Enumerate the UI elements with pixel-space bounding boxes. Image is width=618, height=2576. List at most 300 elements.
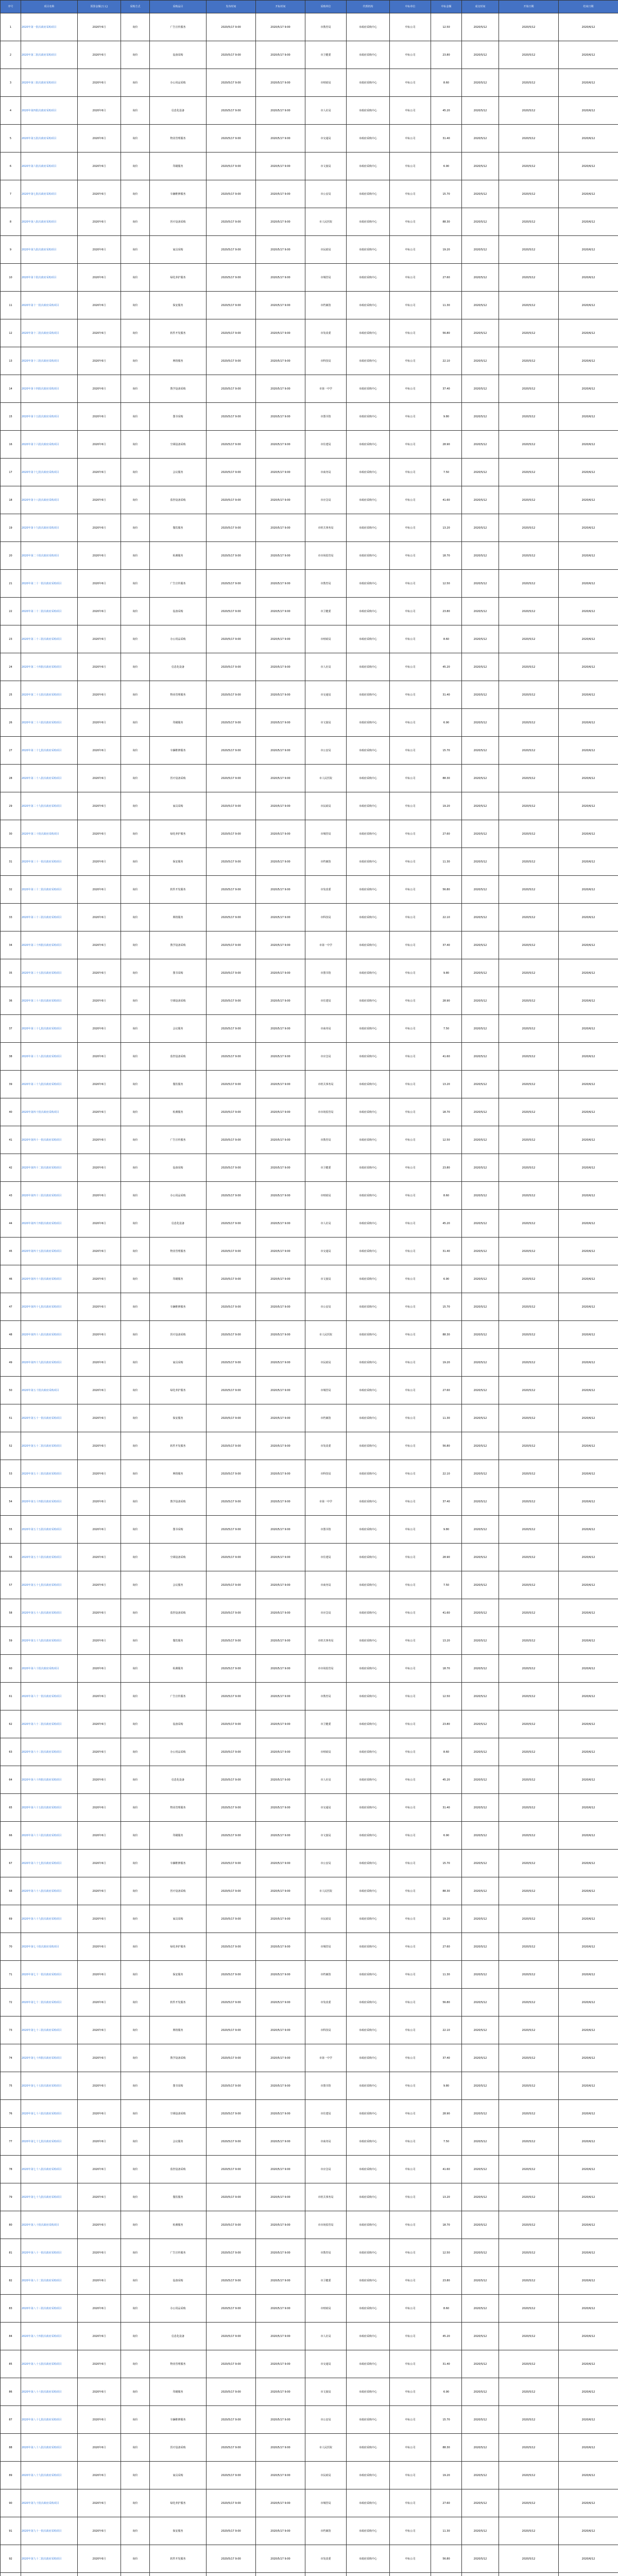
column-header: 开始日期	[499, 1, 559, 13]
project-link[interactable]: 2020年第四十七批次政府采购项目	[21, 1293, 78, 1321]
table-cell: 2020/5/12	[499, 180, 559, 208]
table-cell: 2020/6/12	[559, 486, 618, 514]
project-link[interactable]: 2020年第三十六批次政府采购项目	[21, 987, 78, 1015]
table-cell: 监控设备采购	[150, 1599, 207, 1627]
project-link[interactable]: 2020年第三十四批次政府采购项目	[21, 931, 78, 959]
table-cell: 中标公司	[390, 959, 431, 987]
table-row	[1, 1989, 618, 2016]
project-link[interactable]: 2020年第十一批次政府采购项目	[21, 292, 78, 319]
table-row	[1, 931, 618, 959]
project-link[interactable]: 2020年第二十二批次政府采购项目	[21, 598, 78, 625]
table-cell: 中标公司	[390, 792, 431, 820]
project-link[interactable]: 2020年第五十九批次政府采购项目	[21, 1627, 78, 1655]
table-cell: 2020/5/12	[499, 486, 559, 514]
table-cell: 市公安局	[305, 1850, 347, 1877]
table-cell: 41.60	[431, 1043, 462, 1071]
project-link[interactable]: 2020年第三十二批次政府采购项目	[21, 876, 78, 904]
table-cell: 2020年6月	[78, 876, 121, 904]
project-link[interactable]: 2020年第八十二批次政府采购项目	[21, 2267, 78, 2295]
project-link[interactable]: 2020年第四十三批次政府采购项目	[21, 1182, 78, 1210]
table-cell: 2020/5/12	[462, 1238, 499, 1265]
project-link[interactable]: 2020年第十批次政府采购项目	[21, 264, 78, 292]
table-cell: 2020/5/17 9:00	[256, 681, 305, 709]
table-cell: 2020/5/17 9:00	[256, 2016, 305, 2044]
project-link[interactable]: 2020年第六十六批次政府采购项目	[21, 1822, 78, 1850]
table-cell: 2020年6月	[78, 1349, 121, 1377]
project-link[interactable]: 2020年第八十七批次政府采购项目	[21, 2406, 78, 2434]
project-link[interactable]: 2020年第十八批次政府采购项目	[21, 486, 78, 514]
project-link[interactable]: 2020年第四十二批次政府采购项目	[21, 1154, 78, 1182]
table-cell: 询价	[121, 486, 150, 514]
table-cell: 2020/5/17 9:00	[256, 1238, 305, 1265]
table-cell: 市城管局	[305, 820, 347, 848]
table-cell: 2020年6月	[78, 2072, 121, 2100]
table-cell: 56	[1, 1544, 21, 1571]
project-link[interactable]: 2020年第五十二批次政府采购项目	[21, 1432, 78, 1460]
table-cell: 2020/5/12	[499, 41, 559, 69]
project-link[interactable]: 2020年第九十批次政府采购项目	[21, 2489, 78, 2517]
table-cell: 中标公司	[390, 653, 431, 681]
table-row	[1, 1126, 618, 1154]
project-link[interactable]: 2020年第三十七批次政府采购项目	[21, 1015, 78, 1043]
table-cell: 市政府采购中心	[347, 542, 390, 570]
table-cell: 中标公司	[390, 1850, 431, 1877]
table-cell: 中标公司	[390, 1989, 431, 2016]
table-cell: 市市场监管局	[305, 542, 347, 570]
table-cell: 2020/5/12	[499, 2434, 559, 2462]
table-cell: 2020/5/12	[499, 1488, 559, 1516]
project-link[interactable]: 2020年第五十五批次政府采购项目	[21, 1516, 78, 1544]
project-link[interactable]: 2020年第六十二批次政府采购项目	[21, 1710, 78, 1738]
table-cell: 询价	[121, 625, 150, 653]
table-cell: 市交通局	[305, 1794, 347, 1822]
table-cell: 88.30	[431, 2434, 462, 2462]
table-cell: 2020/5/17 9:00	[256, 152, 305, 180]
table-cell: 询价	[121, 737, 150, 765]
table-cell: 2020/5/12	[462, 737, 499, 765]
table-cell: 2020/6/12	[559, 625, 618, 653]
table-cell: 中标公司	[390, 1321, 431, 1349]
project-link[interactable]: 2020年第六十四批次政府采购项目	[21, 1766, 78, 1794]
table-cell: 询价	[121, 236, 150, 264]
table-cell: 2020/5/17 9:00	[207, 1182, 256, 1210]
table-cell: 市政府采购中心	[347, 2044, 390, 2072]
project-link[interactable]: 2020年第四十八批次政府采购项目	[21, 1321, 78, 1349]
table-cell: 2020/5/17 9:00	[207, 2044, 256, 2072]
table-cell: 2020/6/12	[559, 2462, 618, 2489]
table-cell: 2020/6/12	[559, 1210, 618, 1238]
table-cell: 2020/5/12	[462, 97, 499, 125]
table-cell: 2020/6/12	[559, 542, 618, 570]
project-link[interactable]: 2020年第五批次政府采购项目	[21, 125, 78, 152]
table-cell: 询价	[121, 1154, 150, 1182]
project-link[interactable]: 2020年第六批次政府采购项目	[21, 152, 78, 180]
table-cell: 79	[1, 2183, 21, 2211]
table-cell: 28.90	[431, 431, 462, 459]
project-link[interactable]: 2020年第八批次政府采购项目	[21, 208, 78, 236]
table-cell: 询价	[121, 1627, 150, 1655]
table-cell: 询价	[121, 2183, 150, 2211]
table-cell: 市商务局	[305, 459, 347, 486]
table-cell: 19	[1, 514, 21, 542]
table-cell: 2020年6月	[78, 41, 121, 69]
table-cell: 2020/5/17 9:00	[256, 1126, 305, 1154]
project-link[interactable]: 2020年第七十四批次政府采购项目	[21, 2044, 78, 2072]
table-cell: 2020/6/12	[559, 2072, 618, 2100]
table-cell: 23	[1, 625, 21, 653]
table-cell: 设备采购	[150, 2267, 207, 2295]
table-cell: 中标公司	[390, 180, 431, 208]
project-link[interactable]: 2020年第二十批次政府采购项目	[21, 542, 78, 570]
table-cell: 45.20	[431, 2323, 462, 2350]
table-cell: 2020/6/12	[559, 1627, 618, 1655]
table-cell: 询价	[121, 1766, 150, 1794]
table-cell: 市政府采购中心	[347, 1043, 390, 1071]
table-cell: 市民政局	[305, 792, 347, 820]
project-link[interactable]: 2020年第三十九批次政府采购项目	[21, 1071, 78, 1098]
table-row	[1, 2100, 618, 2128]
project-link[interactable]: 2020年第八十三批次政府采购项目	[21, 2295, 78, 2323]
table-cell: 中标公司	[390, 236, 431, 264]
table-cell: 15.70	[431, 2406, 462, 2434]
table-cell: 保安服务	[150, 1961, 207, 1989]
table-cell: 2020/5/17 9:00	[256, 319, 305, 347]
project-link[interactable]: 2020年第七十六批次政府采购项目	[21, 2100, 78, 2128]
table-cell: 市政府采购中心	[347, 2156, 390, 2183]
project-link[interactable]: 2020年第九十一批次政府采购项目	[21, 2517, 78, 2545]
table-cell: 市政府采购中心	[347, 1098, 390, 1126]
table-cell: 网络服务	[150, 2016, 207, 2044]
table-cell: 2020/5/12	[462, 653, 499, 681]
table-cell: 2020/5/17 9:00	[207, 2323, 256, 2350]
table-cell: 中标公司	[390, 2545, 431, 2573]
project-link[interactable]: 2020年第八十一批次政府采购项目	[21, 2239, 78, 2267]
table-cell: 中标公司	[390, 931, 431, 959]
project-link[interactable]: 2020年第四十批次政府采购项目	[21, 1098, 78, 1126]
table-cell: 市人民医院	[305, 1321, 347, 1349]
table-cell: 市政府采购中心	[347, 1015, 390, 1043]
table-cell: 2020/5/12	[462, 347, 499, 375]
table-cell: 市教育局	[305, 570, 347, 598]
table-cell: 2020/5/12	[499, 1710, 559, 1738]
project-link[interactable]: 2020年第八十六批次政府采购项目	[21, 2378, 78, 2406]
project-link[interactable]: 2020年第二批次政府采购项目	[21, 41, 78, 69]
table-cell: 2020/6/12	[559, 180, 618, 208]
project-link[interactable]: 2020年第十二批次政府采购项目	[21, 319, 78, 347]
table-cell: 2020/5/17 9:00	[256, 1738, 305, 1766]
table-cell: 2020/5/17 9:00	[256, 41, 305, 69]
project-link[interactable]: 2020年第七十一批次政府采购项目	[21, 1961, 78, 1989]
table-cell: 医疗设备采购	[150, 2434, 207, 2462]
table-cell: 中标公司	[390, 1544, 431, 1571]
table-cell: 办公用品采购	[150, 1182, 207, 1210]
table-row	[1, 765, 618, 792]
table-cell: 2020年6月	[78, 1738, 121, 1766]
table-cell: 2020/5/17 9:00	[256, 1015, 305, 1043]
table-row	[1, 681, 618, 709]
project-link[interactable]: 2020年第五十批次政府采购项目	[21, 1377, 78, 1404]
table-cell: 询价	[121, 2378, 150, 2406]
table-cell: 2020/5/12	[499, 2044, 559, 2072]
table-cell: 询价	[121, 1432, 150, 1460]
table-cell: 中标公司	[390, 2295, 431, 2323]
table-cell	[207, 2573, 256, 2576]
table-row	[1, 292, 618, 319]
table-cell: 中标公司	[390, 2211, 431, 2239]
table-cell: 市政府采购中心	[347, 737, 390, 765]
table-cell: 市交通局	[305, 1238, 347, 1265]
table-cell: 88.30	[431, 1877, 462, 1905]
table-cell: 2020/5/17 9:00	[256, 1989, 305, 2016]
table-cell: 2020/5/12	[499, 69, 559, 97]
table-cell: 图书采购	[150, 1516, 207, 1544]
project-link[interactable]: 2020年第六十五批次政府采购项目	[21, 1794, 78, 1822]
project-link[interactable]	[21, 2573, 78, 2576]
project-link[interactable]: 2020年第二十四批次政府采购项目	[21, 653, 78, 681]
table-cell: 2020/5/12	[499, 431, 559, 459]
project-link[interactable]: 2020年第六十八批次政府采购项目	[21, 1877, 78, 1905]
project-link[interactable]: 2020年第八十四批次政府采购项目	[21, 2323, 78, 2350]
table-cell: 软件开发服务	[150, 1432, 207, 1460]
project-link[interactable]: 2020年第四批次政府采购项目	[21, 97, 78, 125]
project-link[interactable]: 2020年第七十批次政府采购项目	[21, 1933, 78, 1961]
table-cell: 询价	[121, 2406, 150, 2434]
table-cell: 2020/6/12	[559, 1544, 618, 1571]
table-cell: 2020/6/12	[559, 1182, 618, 1210]
project-link[interactable]: 2020年第九十二批次政府采购项目	[21, 2545, 78, 2573]
table-cell: 2020/6/12	[559, 1710, 618, 1738]
project-link[interactable]: 2020年第二十一批次政府采购项目	[21, 570, 78, 598]
project-link[interactable]: 2020年第八十五批次政府采购项目	[21, 2350, 78, 2378]
project-link[interactable]: 2020年第二十八批次政府采购项目	[21, 765, 78, 792]
table-cell: 2020/5/12	[462, 1989, 499, 2016]
table-cell: 2020/5/12	[499, 2072, 559, 2100]
project-link[interactable]: 2020年第十五批次政府采购项目	[21, 403, 78, 431]
table-cell: 2020/5/12	[462, 486, 499, 514]
table-cell: 市住建局	[305, 2100, 347, 2128]
table-cell: 教学设备采购	[150, 2044, 207, 2072]
table-cell: 2020年6月	[78, 1599, 121, 1627]
project-link[interactable]: 2020年第一批次政府采购项目	[21, 13, 78, 41]
table-cell: 市政府采购中心	[347, 1293, 390, 1321]
table-cell: 2020/5/17 9:00	[256, 125, 305, 152]
table-cell: 中标公司	[390, 737, 431, 765]
table-cell: 6.90	[431, 1265, 462, 1293]
project-link[interactable]: 2020年第五十七批次政府采购项目	[21, 1571, 78, 1599]
project-link[interactable]: 2020年第二十六批次政府采购项目	[21, 709, 78, 737]
project-link[interactable]: 2020年第五十六批次政府采购项目	[21, 1544, 78, 1571]
project-link[interactable]: 2020年第五十四批次政府采购项目	[21, 1488, 78, 1516]
table-cell: 2020/5/12	[499, 1321, 559, 1349]
table-cell: 市政府采购中心	[347, 2239, 390, 2267]
project-link[interactable]: 2020年第六十七批次政府采购项目	[21, 1850, 78, 1877]
table-cell: 18.70	[431, 1098, 462, 1126]
table-cell: 询价	[121, 1015, 150, 1043]
table-cell: 2020/6/12	[559, 208, 618, 236]
project-link[interactable]: 2020年第三批次政府采购项目	[21, 69, 78, 97]
table-cell: 市图书馆	[305, 403, 347, 431]
project-link[interactable]: 2020年第七十七批次政府采购项目	[21, 2128, 78, 2156]
table-cell: 2020/5/17 9:00	[207, 319, 256, 347]
table-cell: 18.70	[431, 1655, 462, 1683]
table-cell: 2020/5/17 9:00	[207, 2211, 256, 2239]
table-cell: 2020/5/17 9:00	[256, 431, 305, 459]
project-link[interactable]: 2020年第四十六批次政府采购项目	[21, 1265, 78, 1293]
table-cell: 37.40	[431, 2044, 462, 2072]
table-cell: 2020/5/17 9:00	[207, 1265, 256, 1293]
table-cell: 2020/5/17 9:00	[256, 737, 305, 765]
table-cell: 市政府采购中心	[347, 319, 390, 347]
table-cell: 70	[1, 1933, 21, 1961]
table-cell: 2020/5/17 9:00	[207, 1710, 256, 1738]
table-cell: 2020/5/12	[462, 2545, 499, 2573]
table-cell: 2020/5/12	[462, 1822, 499, 1850]
table-cell: 2020/5/17 9:00	[207, 1404, 256, 1432]
table-cell: 市政府采购中心	[347, 431, 390, 459]
table-row	[1, 1043, 618, 1071]
table-cell: 询价	[121, 264, 150, 292]
table-cell: 2020年6月	[78, 1850, 121, 1877]
table-cell: 74	[1, 2044, 21, 2072]
project-link[interactable]: 2020年第六十九批次政府采购项目	[21, 1905, 78, 1933]
project-link[interactable]: 2020年第五十八批次政府采购项目	[21, 1599, 78, 1627]
table-cell: 询价	[121, 709, 150, 737]
table-cell: 2020/5/17 9:00	[256, 1432, 305, 1460]
column-header: 采购品目	[150, 1, 207, 13]
table-cell: 市政府采购中心	[347, 1126, 390, 1154]
project-link[interactable]: 2020年第七十九批次政府采购项目	[21, 2183, 78, 2211]
table-cell: 2020/5/12	[499, 1098, 559, 1126]
table-cell: 2020/5/12	[462, 152, 499, 180]
table-cell: 2020/5/17 9:00	[207, 1571, 256, 1599]
project-link[interactable]: 2020年第二十五批次政府采购项目	[21, 681, 78, 709]
project-link[interactable]: 2020年第六十三批次政府采购项目	[21, 1738, 78, 1766]
project-link[interactable]: 2020年第二十九批次政府采购项目	[21, 792, 78, 820]
table-cell: 2020/5/17 9:00	[207, 180, 256, 208]
project-link[interactable]: 2020年第三十一批次政府采购项目	[21, 848, 78, 876]
table-cell: 2020/5/12	[499, 1182, 559, 1210]
table-cell: 2020/5/12	[462, 542, 499, 570]
project-link[interactable]: 2020年第三十批次政府采购项目	[21, 820, 78, 848]
table-cell: 市政府采购中心	[347, 2016, 390, 2044]
table-cell: 绿化养护服务	[150, 2489, 207, 2517]
project-link[interactable]: 2020年第二十三批次政府采购项目	[21, 625, 78, 653]
project-link[interactable]: 2020年第四十五批次政府采购项目	[21, 1238, 78, 1265]
table-cell: 2020/5/17 9:00	[207, 2350, 256, 2378]
project-link[interactable]: 2020年第八十批次政府采购项目	[21, 2211, 78, 2239]
table-cell: 市政府采购中心	[347, 1627, 390, 1655]
project-link[interactable]: 2020年第十三批次政府采购项目	[21, 347, 78, 375]
project-link[interactable]: 2020年第三十八批次政府采购项目	[21, 1043, 78, 1071]
table-cell: 市政府采购中心	[347, 792, 390, 820]
project-link[interactable]: 2020年第八十八批次政府采购项目	[21, 2434, 78, 2462]
table-cell: 2020年6月	[78, 1710, 121, 1738]
table-cell: 89	[1, 2462, 21, 2489]
project-link[interactable]: 2020年第四十四批次政府采购项目	[21, 1210, 78, 1238]
project-link[interactable]: 2020年第七十二批次政府采购项目	[21, 1989, 78, 2016]
table-cell: 19.20	[431, 1349, 462, 1377]
table-cell: 中标公司	[390, 1822, 431, 1850]
project-link[interactable]: 2020年第二十七批次政府采购项目	[21, 737, 78, 765]
project-link[interactable]: 2020年第四十九批次政府采购项目	[21, 1349, 78, 1377]
table-cell: 8.60	[431, 69, 462, 97]
project-link[interactable]: 2020年第五十一批次政府采购项目	[21, 1404, 78, 1432]
project-link[interactable]: 2020年第十九批次政府采购项目	[21, 514, 78, 542]
table-cell: 2020/5/12	[462, 1293, 499, 1321]
project-link[interactable]: 2020年第八十九批次政府采购项目	[21, 2462, 78, 2489]
table-cell: 2020年6月	[78, 459, 121, 486]
table-cell: 询价	[121, 542, 150, 570]
table-cell: 2020/5/17 9:00	[207, 598, 256, 625]
table-cell: 广告宣传服务	[150, 2239, 207, 2267]
table-cell: 市图书馆	[305, 1516, 347, 1544]
table-cell: 2020/6/12	[559, 1154, 618, 1182]
project-link[interactable]: 2020年第六十一批次政府采购项目	[21, 1683, 78, 1710]
table-cell: 2020/5/12	[462, 987, 499, 1015]
table-cell: 询价	[121, 1599, 150, 1627]
project-link[interactable]: 2020年第三十三批次政府采购项目	[21, 904, 78, 931]
table-cell: 信息化设备	[150, 653, 207, 681]
project-link[interactable]: 2020年第七十五批次政府采购项目	[21, 2072, 78, 2100]
table-cell: 2020/6/12	[559, 1877, 618, 1905]
table-row	[1, 1877, 618, 1905]
project-link[interactable]: 2020年第九批次政府采购项目	[21, 236, 78, 264]
project-link[interactable]: 2020年第三十五批次政府采购项目	[21, 959, 78, 987]
table-cell: 市政府采购中心	[347, 987, 390, 1015]
table-cell: 2020/5/17 9:00	[207, 1655, 256, 1683]
table-cell: 询价	[121, 2350, 150, 2378]
project-link[interactable]: 2020年第七十八批次政府采购项目	[21, 2156, 78, 2183]
project-link[interactable]: 2020年第四十一批次政府采购项目	[21, 1126, 78, 1154]
project-link[interactable]: 2020年第十七批次政府采购项目	[21, 459, 78, 486]
table-cell: 2020/5/17 9:00	[207, 2489, 256, 2517]
project-link[interactable]: 2020年第七批次政府采购项目	[21, 180, 78, 208]
project-link[interactable]: 2020年第十六批次政府采购项目	[21, 431, 78, 459]
table-cell: 2020/5/17 9:00	[207, 1877, 256, 1905]
table-cell: 28.90	[431, 2100, 462, 2128]
project-link[interactable]: 2020年第七十三批次政府采购项目	[21, 2016, 78, 2044]
table-cell: 7	[1, 180, 21, 208]
table-cell: 市城管局	[305, 1377, 347, 1404]
table-cell: 2020/5/17 9:00	[207, 375, 256, 403]
column-header: 成交时间	[462, 1, 499, 13]
table-cell: 中标公司	[390, 1265, 431, 1293]
table-row	[1, 125, 618, 152]
table-cell: 询价	[121, 514, 150, 542]
table-cell: 家具采购	[150, 236, 207, 264]
table-cell: 2020年6月	[78, 2239, 121, 2267]
project-link[interactable]: 2020年第六十批次政府采购项目	[21, 1655, 78, 1683]
table-cell: 31.40	[431, 1238, 462, 1265]
table-cell: 中标公司	[390, 2100, 431, 2128]
table-cell: 教学设备采购	[150, 1488, 207, 1516]
project-link[interactable]: 2020年第十四批次政府采购项目	[21, 375, 78, 403]
table-cell: 2020年6月	[78, 292, 121, 319]
table-cell: 2020/5/12	[499, 1126, 559, 1154]
table-cell: 市政府采购中心	[347, 2072, 390, 2100]
table-cell: 2020/5/12	[499, 2545, 559, 2573]
project-link[interactable]: 2020年第五十三批次政府采购项目	[21, 1460, 78, 1488]
table-cell: 2020/5/17 9:00	[256, 653, 305, 681]
table-cell: 2020/6/12	[559, 1071, 618, 1098]
table-cell: 45.20	[431, 1210, 462, 1238]
table-cell: 2020/5/17 9:00	[207, 97, 256, 125]
table-cell: 2020/5/17 9:00	[207, 208, 256, 236]
table-cell: 2020/5/17 9:00	[207, 653, 256, 681]
table-cell: 市政府采购中心	[347, 1349, 390, 1377]
table-cell: 2020/5/12	[499, 1683, 559, 1710]
table-cell: 2020/5/12	[499, 1154, 559, 1182]
